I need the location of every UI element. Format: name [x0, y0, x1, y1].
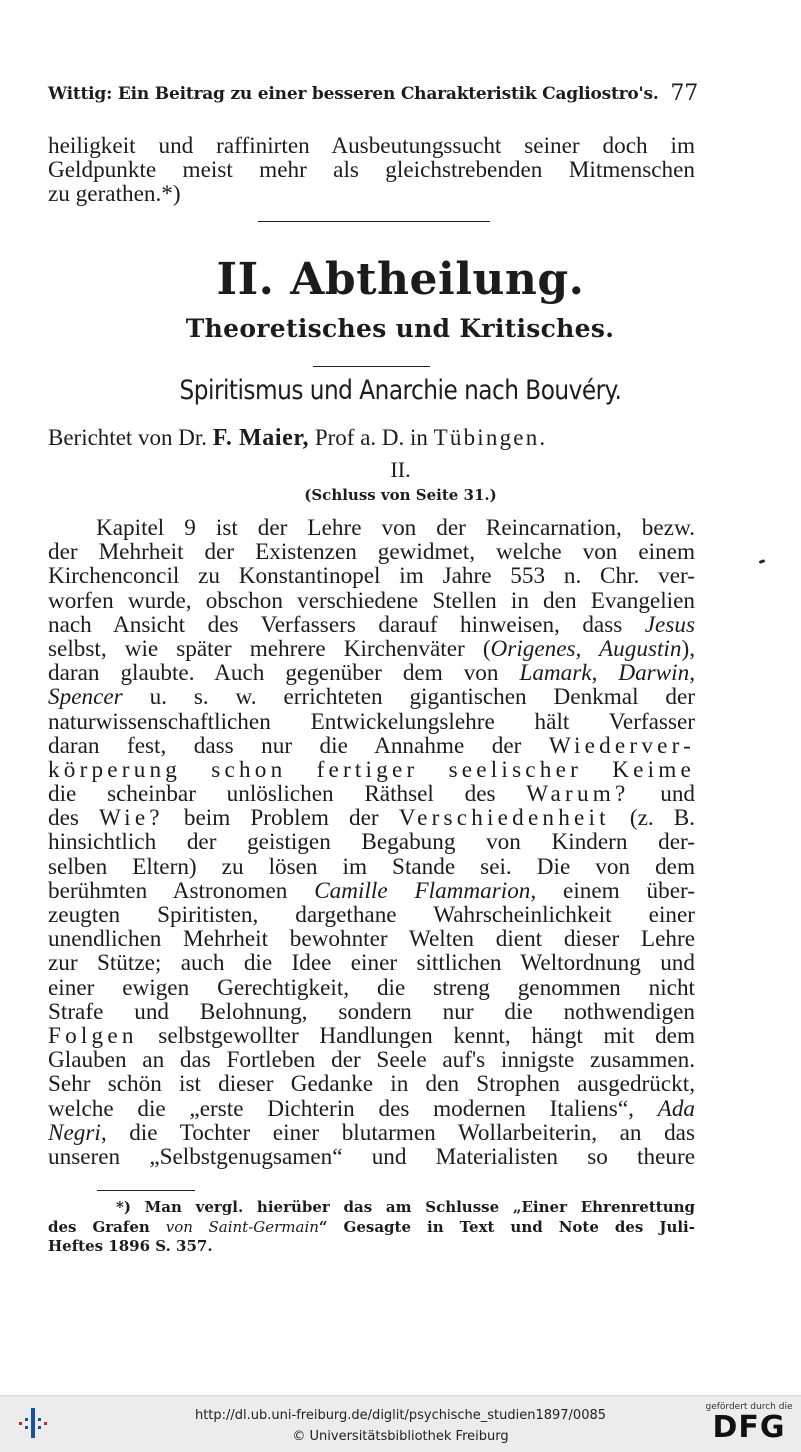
- copyright-notice: © Universitätsbibliothek Freiburg: [292, 1429, 509, 1444]
- text-line: einer ewigen Gerechtigkeit, die streng genommen nicht: [48, 974, 695, 1001]
- text-run: und: [660, 781, 695, 808]
- spaced-text: Verschiedenheit: [398, 805, 610, 832]
- text-run: einem über-: [563, 877, 695, 904]
- text-run: “ Gesagte in Text und Note des Juli-: [318, 1217, 695, 1236]
- article-title: Spiritismus und Anarchie nach Bouvéry.: [179, 375, 622, 406]
- text-line: [48, 1097, 695, 1121]
- main-paragraph: [48, 516, 695, 1169]
- spaced-text: körperung schon fertiger seelischer Keime: [48, 756, 695, 783]
- text-run: die scheinbar unlöslichen Räthsel des: [48, 781, 496, 808]
- spaced-text: Wiederver-: [548, 732, 696, 759]
- part-number: II.: [390, 457, 411, 482]
- text-run: , die Tochter einer blutarmen Wollarbeiterin, an das: [100, 1119, 695, 1146]
- text-run: beim Problem der: [183, 805, 379, 832]
- running-head: [48, 81, 698, 106]
- text-line: zur Stütze; auch die Idee einer sittlichen Weltordnung und: [48, 950, 695, 977]
- byline: [48, 425, 695, 452]
- document-url[interactable]: http://dl.ub.uni-freiburg.de/diglit/psychische_studien1897/0085: [194, 1408, 607, 1423]
- text-run: des: [48, 805, 79, 832]
- text-line: Geldpunkte meist mehr als gleichstrebenden Mitmenschen: [48, 157, 695, 184]
- text-line: [48, 1024, 695, 1048]
- viewer-footer: [0, 1395, 801, 1452]
- separator-rule: [258, 221, 490, 222]
- page-number: 77: [670, 81, 698, 106]
- text-line: Strafe und Belohnung, sondern nur die nothwendigen: [48, 998, 695, 1025]
- text-line: Kirchenconcil zu Konstantinopel im Jahre 553 n. Chr. ver-: [48, 563, 695, 590]
- text-line: [48, 613, 695, 637]
- section-subtitle: Theoretisches und Kritisches.: [185, 314, 615, 343]
- text-run: des Grafen: [48, 1217, 150, 1236]
- margin-mark: [759, 559, 766, 564]
- footnote-rule: [97, 1190, 195, 1191]
- italic-name: Ada: [657, 1095, 696, 1122]
- byline-role: Prof a. D. in: [314, 425, 428, 450]
- italic-name: Camille Flammarion,: [314, 877, 537, 904]
- text-run: nach Ansicht des Verfassers darauf hinweisen, dass: [48, 611, 623, 638]
- text-line: worfen wurde, obschon verschiedene Stellen in den Evangelien: [48, 587, 695, 614]
- italic-name: Lamark, Darwin,: [519, 660, 695, 687]
- dfg-logo-text: DFG: [712, 1410, 786, 1445]
- text-run: selbst, wie später mehrere Kirchenväter (: [48, 635, 491, 662]
- text-line: [48, 782, 695, 806]
- dfg-funding-text: gefördert durch die: [705, 1402, 793, 1412]
- text-line: Kapitel 9 ist der Lehre von der Reincarnation, bezw.: [96, 515, 695, 541]
- author-name: F. Maier,: [212, 425, 310, 451]
- text-line: unendlichen Mehrheit bewohnter Welten dient dieser Lehre: [48, 926, 695, 953]
- footnote: [48, 1198, 695, 1257]
- text-line: zu gerathen.*): [48, 181, 181, 208]
- text-line: [48, 734, 695, 758]
- text-line: der Mehrheit der Existenzen gewidmet, welche von einem: [48, 539, 695, 566]
- text-run: welche die „erste Dichterin des modernen Italiens“,: [48, 1095, 634, 1122]
- text-line: heiligkeit und raffinirten Ausbeutungssucht seiner doch im: [48, 133, 695, 159]
- text-line: [48, 806, 695, 830]
- footnote-line: Heftes 1896 S. 357.: [48, 1237, 213, 1255]
- text-run: u. s. w. errichteten gigantischen Denkmal der: [149, 684, 696, 711]
- text-line: [48, 1121, 695, 1145]
- text-line: selben Eltern) zu lösen im Stande sei. Die von dem: [48, 853, 695, 880]
- footnote-line: [48, 1218, 695, 1238]
- spaced-text: Warum?: [526, 781, 630, 808]
- footnote-line: *) Man vergl. hierüber das am Schlusse „Einer Ehrenrettung: [116, 1198, 695, 1216]
- text-run: (z. B.: [629, 805, 696, 832]
- intro-paragraph: [48, 134, 695, 207]
- continued-note: (Schluss von Seite 31.): [304, 486, 497, 504]
- italic-name: Spencer: [48, 684, 123, 711]
- text-run: selbstgewollter Handlungen kennt, hängt mit dem: [158, 1022, 696, 1049]
- separator-rule: [313, 366, 430, 367]
- text-run: ),: [681, 635, 695, 662]
- spaced-text: Wie?: [99, 805, 164, 832]
- running-head-text: Wittig: Ein Beitrag zu einer besseren Charakteristik Cagliostro's.: [48, 84, 659, 104]
- italic-name: Negri: [48, 1119, 101, 1146]
- text-line: unseren „Selbstgenugsamen“ und Materialisten so theure: [48, 1143, 695, 1170]
- text-line: [48, 685, 695, 709]
- italic-name: Origenes, Augustin: [490, 635, 682, 662]
- dfg-logo: [705, 1402, 793, 1444]
- text-line: hinsichtlich der geistigen Begabung von Kindern der-: [48, 829, 695, 856]
- italic-name: von Saint-Germain: [165, 1217, 319, 1236]
- text-line: [48, 879, 695, 903]
- text-run: daran fest, dass nur die Annahme der: [48, 732, 522, 759]
- italic-name: Jesus: [644, 611, 695, 638]
- text-line: Glauben an das Fortleben der Seele auf's innigste zusammen.: [48, 1047, 695, 1074]
- text-line: naturwissenschaftlichen Entwickelungslehre hält Verfasser: [48, 708, 695, 735]
- text-line: [48, 661, 695, 685]
- text-line: zeugten Spiritisten, dargethane Wahrscheinlichkeit einer: [48, 902, 695, 928]
- byline-prefix: Berichtet von Dr.: [48, 425, 208, 450]
- spaced-text: Folgen: [48, 1022, 138, 1049]
- text-run: berühmten Astronomen: [48, 877, 288, 904]
- text-line: [48, 637, 695, 661]
- text-run: daran glaubte. Auch gegenüber dem von: [48, 660, 499, 687]
- text-line: Sehr schön ist dieser Gedanke in den Strophen ausgedrückt,: [48, 1071, 695, 1098]
- section-title: II. Abtheilung.: [216, 254, 585, 305]
- byline-place: Tübingen.: [433, 425, 548, 450]
- text-line: [48, 758, 695, 782]
